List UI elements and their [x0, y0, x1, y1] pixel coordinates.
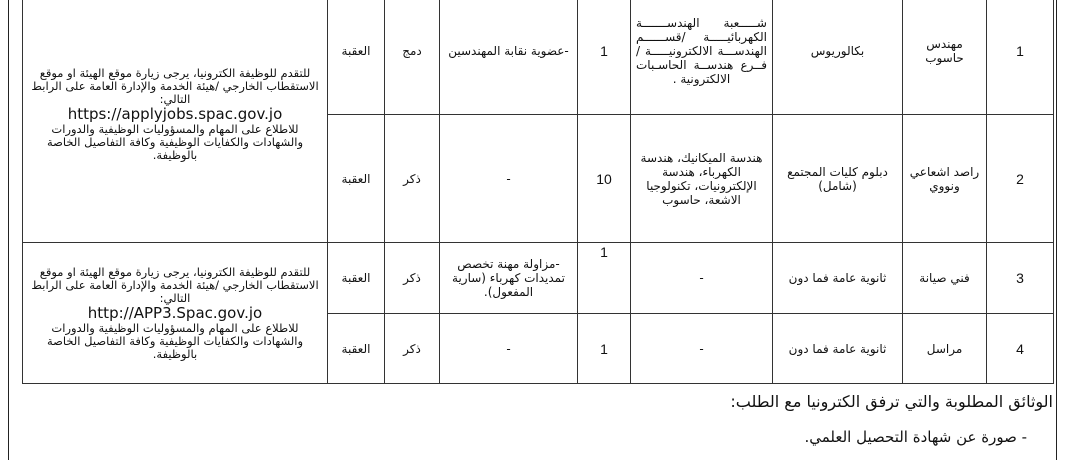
count-cell: 1 [578, 243, 631, 314]
conditions-cell: - [440, 314, 578, 384]
apply-link[interactable]: https://applyjobs.spac.gov.jo [67, 105, 283, 123]
qualification-cell: بكالوريوس [773, 0, 903, 115]
apply-instructions [23, 243, 328, 384]
count-cell: 1 [578, 0, 631, 115]
location-cell: العقبة [328, 243, 385, 314]
count-cell: 10 [578, 115, 631, 243]
apply-intro: للتقدم للوظيفة الكترونيا، يرجى زيارة موقع الهيئة او موقع الاستقطاب الخارجي /هيئة الخدمة والإدارة العامة على الرابط التالي: [31, 264, 319, 305]
count-cell: 1 [578, 314, 631, 384]
apply-instructions [23, 0, 328, 243]
gender-cell: ذكر [385, 243, 440, 314]
apply-outro: للاطلاع على المهام والمسؤوليات الوظيفية والدورات والشهادات والكفايات الوظيفية وكافة التفاصيل الخاصة بالوظيفة. [46, 320, 304, 361]
gender-cell: ذكر [385, 314, 440, 384]
specialization-cell: - [631, 243, 773, 314]
qualification-cell: ثانوية عامة فما دون [773, 243, 903, 314]
apply-intro: للتقدم للوظيفة الكترونيا، يرجى زيارة موقع الهيئة او موقع الاستقطاب الخارجي /هيئة الخدمة والإدارة العامة على الرابط التالي: [31, 66, 319, 106]
gender-cell: ذكر [385, 115, 440, 243]
row-number: 4 [987, 314, 1054, 384]
job-title-cell: راصد اشعاعي ونووي [903, 115, 987, 243]
apply-outro: للاطلاع على المهام والمسؤوليات الوظيفية والدورات والشهادات والكفايات الوظيفية وكافة التفاصيل الخاصة بالوظيفة. [46, 122, 304, 162]
table-row [23, 0, 1054, 115]
row-number: 2 [987, 115, 1054, 243]
location-cell: العقبة [328, 0, 385, 115]
conditions-cell: -مزاولة مهنة تخصص تمديدات كهرباء (سارية المفعول). [440, 243, 578, 314]
specialization-cell: هندسة الميكانيك، هندسة الكهرباء، هندسة الإلكترونيات، تكنولوجيا الاشعة، حاسوب [631, 115, 773, 243]
job-title-cell: مراسل [903, 314, 987, 384]
qualification-cell: ثانوية عامة فما دون [773, 314, 903, 384]
specialization-cell: شـــــعبة الهندســـــــة الكهربائيـــــة /قســــــم الهندســـة الالكترونيـــــة / فــرع هندســة الحاسـبات الالكترونية . [631, 0, 773, 115]
apply-link[interactable]: http://APP3.Spac.gov.jo [87, 303, 263, 322]
row-number: 1 [987, 0, 1054, 115]
documents-item: - صورة عن شهادة التحصيل العلمي. [804, 428, 1027, 446]
location-cell: العقبة [328, 115, 385, 243]
job-title-cell: مهندس حاسوب [903, 0, 987, 115]
conditions-cell: - [440, 115, 578, 243]
row-number: 3 [987, 243, 1054, 314]
location-cell: العقبة [328, 314, 385, 384]
gender-cell: دمج [385, 0, 440, 115]
documents-heading: الوثائق المطلوبة والتي ترفق الكترونيا مع الطلب: [730, 392, 1053, 411]
jobs-table [22, 0, 1054, 384]
qualification-cell: دبلوم كليات المجتمع (شامل) [773, 115, 903, 243]
conditions-cell: -عضوية نقابة المهندسين [440, 0, 578, 115]
table-row [23, 243, 1054, 314]
job-title-cell: فني صيانة [903, 243, 987, 314]
specialization-cell: - [631, 314, 773, 384]
